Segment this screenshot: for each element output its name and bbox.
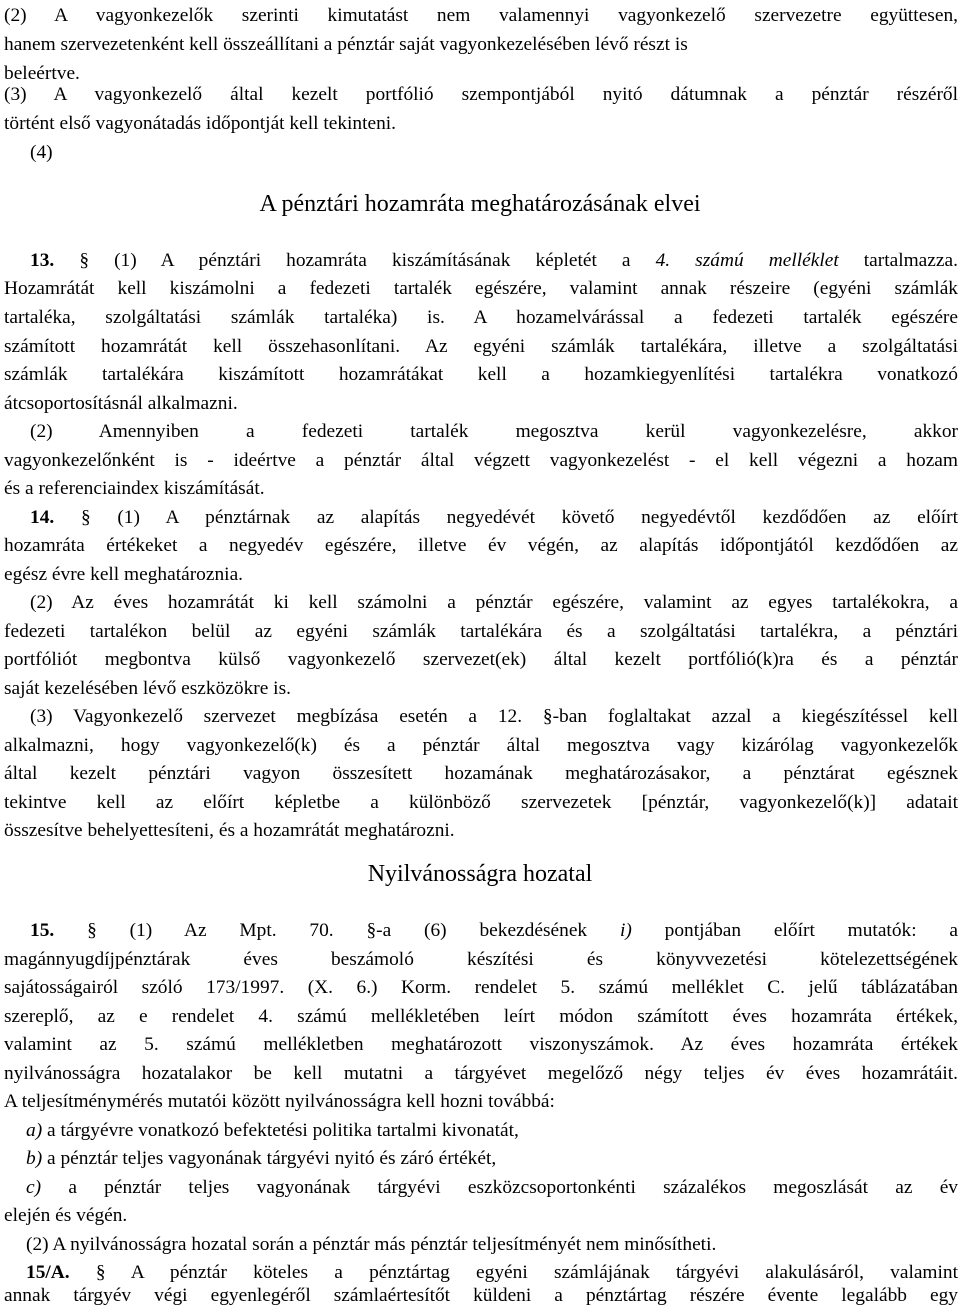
paragraph-line: történt első vagyonátadás időpontját kell tekinteni.	[4, 113, 397, 134]
paragraph-line: alkalmazni, hogy vagyonkezelő(k) és a pénztár által megosztva vagy kizárólag vagyonkezelők	[4, 735, 958, 756]
section-number: 14.	[30, 507, 55, 528]
section-15-first-line	[30, 917, 958, 946]
section-symbol: §	[79, 250, 90, 271]
paragraph-line: A teljesítménymérés mutatói között nyilvánosságra kell hozni továbbá:	[4, 1091, 555, 1112]
list-item-text: a pénztár teljes vagyonának tárgyévi nyitó és záró értékét,	[47, 1148, 497, 1169]
list-marker: b)	[26, 1148, 43, 1169]
text-run: -ban foglaltakat azzal a kiegészítéssel kell	[552, 706, 958, 727]
paragraph-line: szereplő, az e rendelet 4. számú mellékletében leírt módon számított éves hozamráta értékek,	[4, 1006, 958, 1027]
text-run: tartalmazza.	[863, 250, 958, 271]
annex-reference: 4. számú melléklet	[655, 250, 839, 271]
paragraph-line: elején és végén.	[4, 1205, 128, 1226]
paragraph-line: (4)	[30, 142, 53, 163]
paragraph-line: saját kezelésében lévő eszközökre is.	[4, 678, 291, 699]
paragraph-line: beleértve.	[4, 63, 80, 84]
section-symbol: §	[95, 1262, 106, 1283]
paragraph-line: (3) A vagyonkezelő által kezelt portfólió szempontjából nyitó dátumnak a pénztár részéről	[4, 84, 958, 105]
point-marker: i)	[619, 920, 632, 941]
paragraph-line: számlák tartalékára kiszámított hozamrátákat kell a hozamkiegyenlítési tartalékra vonatkozó	[4, 364, 958, 385]
section-number: 13.	[30, 250, 55, 271]
paragraph-line: Hozamrátát kell kiszámolni a fedezeti tartalék egészére, valamint annak részeire (egyéni számlák	[4, 278, 958, 299]
section-symbol: §	[87, 920, 97, 941]
section-number: 15.	[30, 920, 55, 941]
text-run: (1) A pénztárnak az alapítás negyedévét követő negyedévtől kezdődően az előírt	[117, 507, 958, 528]
paragraph-line: magánnyugdíjpénztárak éves beszámoló készítési és könyvvezetési kötelezettségének	[4, 949, 958, 970]
paragraph-line: vagyonkezelőnként is - ideértve a pénztár által végzett vagyonkezelést - el kell végezni a hozam	[4, 450, 958, 471]
paragraph-line: által kezelt pénztári vagyon összesített hozamának meghatározásakor, a pénztárat egésznek	[4, 763, 958, 784]
paragraph-line: és a referenciaindex kiszámítását.	[4, 478, 265, 499]
section-symbol: §	[542, 706, 553, 727]
list-item	[26, 1145, 958, 1174]
paragraph-line: számított hozamrátát kell összehasonlítani. Az egyéni számlák tartalékára, illetve a szolgáltatási	[4, 336, 958, 357]
paragraph-line: hozamráta értékeket a negyedév egészére, illetve év végén, az alapítás időpontjától kezdődően az	[4, 535, 958, 556]
paragraph-line: tartaléka, szolgáltatási számlák tartaléka) is. A hozamelvárással a fedezeti tartalék egészére	[4, 307, 958, 328]
paragraph-line: fedezeti tartalékon belül az egyéni számlák tartalékára és a szolgáltatási tartalékra, a pénztári	[4, 621, 958, 642]
text-run: (1) A pénztári hozamráta kiszámításának képletét a	[114, 250, 631, 271]
paragraph-line: portfóliót megbontva külső vagyonkezelő szervezet(ek) által kezelt portfólió(k)ra és a pénztár	[4, 649, 958, 670]
paragraph-line: (2) Amennyiben a fedezeti tartalék megosztva kerül vagyonkezelésre, akkor	[30, 421, 958, 442]
text-run: (1) Az Mpt. 70.	[129, 920, 334, 941]
section-symbol: §	[80, 507, 91, 528]
paragraph-line: egész évre kell meghatároznia.	[4, 564, 244, 585]
section-number: 15/A.	[26, 1262, 70, 1283]
paragraph-line: tekintve kell az előírt képletbe a különböző szervezetek [pénztár, vagyonkezelő(k)] adatait	[4, 792, 958, 813]
list-item-text: a pénztár teljes vagyonának tárgyévi eszközcsoportonkénti százalékos megoszlását az év	[68, 1177, 958, 1198]
text-run: -a (6) bekezdésének	[376, 920, 588, 941]
text-run: (3) Vagyonkezelő szervezet megbízása esetén a 12.	[30, 706, 523, 727]
paragraph-line: hanem szervezetenként kell összeállítani a pénztár saját vagyonkezelésében lévő részt is	[4, 34, 688, 55]
paragraph-line: (2) Az éves hozamrátát ki kell számolni a pénztár egészére, valamint az egyes tartalékokra, a	[30, 592, 958, 613]
list-item	[26, 1174, 958, 1203]
text-run: A pénztár köteles a pénztártag egyéni számlájának tárgyévi alakulásáról, valamint	[130, 1262, 958, 1283]
list-item	[26, 1117, 958, 1146]
paragraph-line: átcsoportosításnál alkalmazni.	[4, 393, 238, 414]
section-symbol: §	[366, 920, 377, 941]
section-heading: Nyilvánosságra hozatal	[367, 861, 593, 887]
paragraph-line: annak tárgyév végi egyenlegéről számlaértesítőt küldeni a pénztártag részére évente legalább egy	[4, 1285, 958, 1306]
list-marker: a)	[26, 1120, 43, 1141]
paragraph-line: nyilvánosságra hozatalakor be kell mutatni a tárgyévet megelőző négy teljes év éves hozamrátáit.	[4, 1063, 958, 1084]
section-14-first-line	[30, 504, 958, 533]
list-item-text: a tárgyévre vonatkozó befektetési politika tartalmi kivonatát,	[47, 1120, 519, 1141]
list-marker: c)	[26, 1177, 42, 1198]
section-heading: A pénztári hozamráta meghatározásának elvei	[259, 191, 701, 217]
paragraph-line: (2) A nyilvánosságra hozatal során a pénztár más pénztár teljesítményét nem minősítheti.	[26, 1234, 717, 1255]
paragraph-line: valamint az 5. számú mellékletben meghatározott viszonyszámok. Az éves hozamráta értékek	[4, 1034, 958, 1055]
section-14-paragraph-3	[30, 703, 958, 732]
paragraph-line: összesítve behelyettesíteni, és a hozamrátát meghatározni.	[4, 820, 455, 841]
section-13-first-line	[30, 247, 958, 276]
paragraph-line: sajátosságairól szóló 173/1997. (X. 6.) Korm. rendelet 5. számú melléklet C. jelű táblázatában	[4, 977, 958, 998]
text-run: pontjában előírt mutatók: a	[664, 920, 959, 941]
paragraph-line: (2) A vagyonkezelők szerinti kimutatást nem valamennyi vagyonkezelő szervezetre együttesen,	[4, 5, 958, 26]
